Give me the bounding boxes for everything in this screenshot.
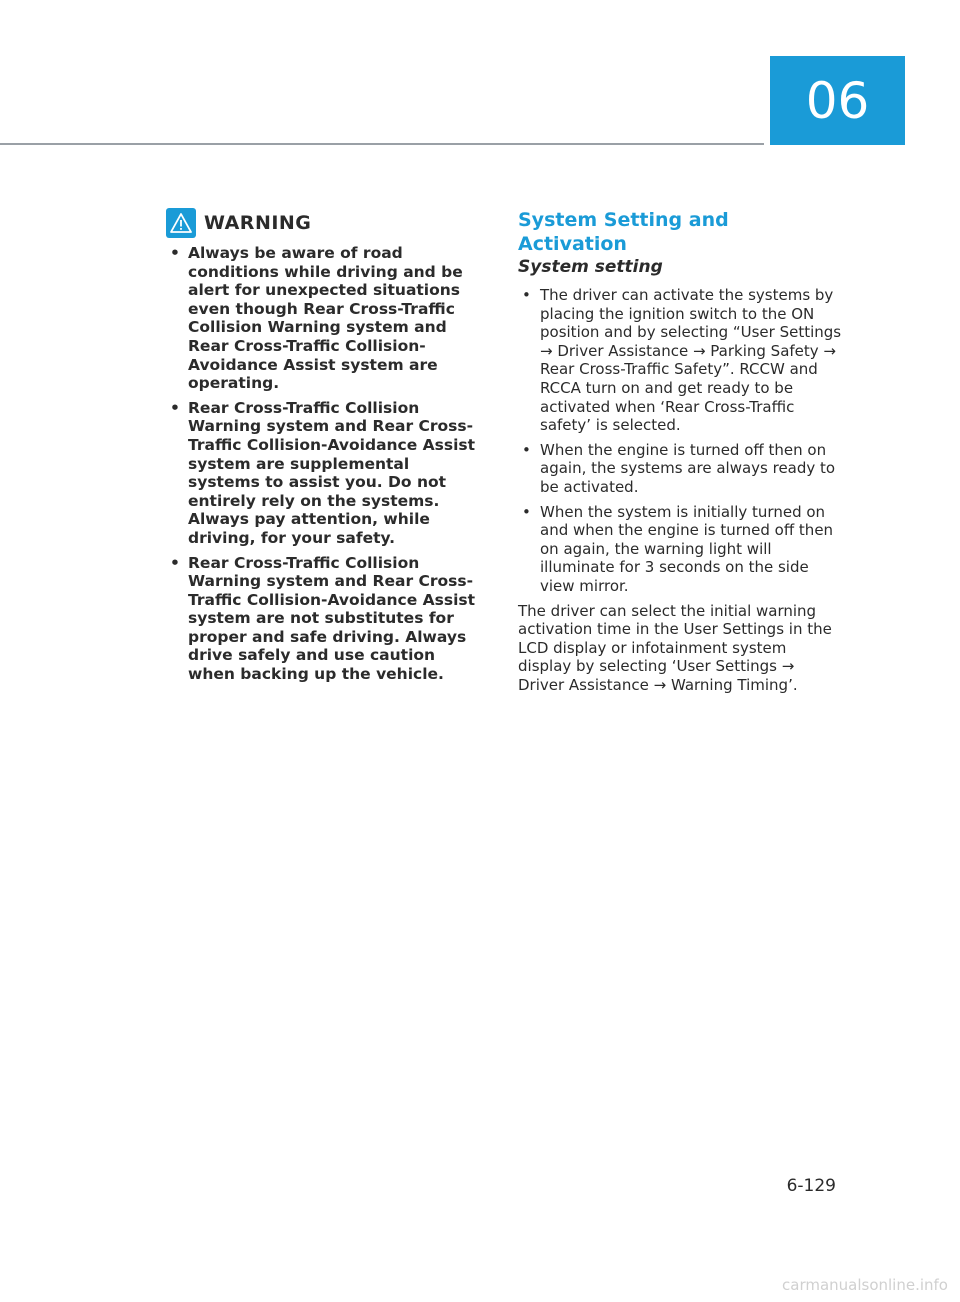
warning-item: • Rear Cross-Traffic Collision Warning system and Rear Cross-Traffic Collision-Avoidance Assist system are not substitutes for proper and safe driving. Always drive safely and use caution when backing up the vehicle. [166, 554, 484, 684]
warning-title: WARNING [204, 212, 312, 234]
warning-list [166, 244, 484, 684]
chapter-tab [770, 56, 905, 145]
section-subtitle: System setting [518, 257, 663, 277]
page-number: 6-129 [786, 1176, 836, 1196]
setting-item: • When the system is initially turned on and when the engine is turned off then on again, the warning light will illuminate for 3 seconds on the side view mirror. [518, 503, 844, 596]
warning-header [166, 208, 484, 238]
watermark: carmanualsonline.info [782, 1276, 948, 1294]
section-title: System Setting and Activation [518, 209, 729, 255]
setting-item: • When the engine is turned off then on again, the systems are always ready to be activated. [518, 441, 844, 497]
setting-paragraph: The driver can select the initial warning activation time in the User Settings in the LCD display or infotainment system display by selecting ‘User Settings → Driver Assistance → Warning Timing’. [518, 601, 832, 694]
chapter-number: 06 [805, 71, 870, 130]
setting-list [518, 286, 844, 596]
warning-item: • Rear Cross-Traffic Collision Warning system and Rear Cross-Traffic Collision-Avoidance Assist system are supplemental systems to assist you. Do not entirely rely on the systems. Always pay attention, while driving, for your safety. [166, 399, 484, 548]
warning-item: • Always be aware of road conditions while driving and be alert for unexpected situations even though Rear Cross-Traffic Collision Warning system and Rear Cross-Traffic Collision-Avoidance Assist system are operating. [166, 244, 484, 393]
header-rule [0, 143, 764, 145]
warning-box [166, 208, 484, 690]
system-setting-section [518, 208, 844, 694]
setting-item: • The driver can activate the systems by placing the ignition switch to the ON position and by selecting “User Settings → Driver Assistance → Parking Safety → Rear Cross-Traffic Safety”. RCCW and RCCA turn on and get ready to be activated when ‘Rear Cross-Traffic safety’ is selected. [518, 286, 844, 435]
warning-triangle-icon [166, 208, 196, 238]
